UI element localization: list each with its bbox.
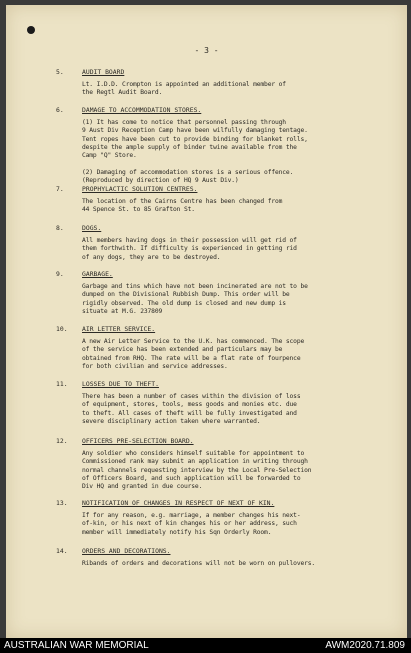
footer-institution: AUSTRALIAN WAR MEMORIAL [4,640,149,651]
section-text-line: (2) Damaging of accommodation stores is a serious offence. [82,168,294,176]
section-text-line: of-kin, or his next of kin changes his or her address, such [82,520,297,528]
section-text-line: Div HQ and granted in due course. [82,483,203,491]
section-text-line: 9 Aust Div Reception Camp have been wilfully damaging tentage. [82,127,308,135]
section-heading: AIR LETTER SERVICE. [82,325,156,333]
section-heading: AUDIT BOARD [82,68,125,76]
section-heading: DOGS. [82,224,102,232]
section-number: 9. [56,270,64,278]
section-heading: GARBAGE. [82,270,113,278]
section-text-line: If for any reason, e.g. marriage, a member changes his next- [82,512,301,519]
section-text-line: to theft. All cases of theft will be fully investigated and [82,409,297,417]
section-heading: PROPHYLACTIC SOLUTION CENTRES. [82,185,198,193]
section-text-line: Garbage and tins which have not been incinerated are not to be [82,283,308,290]
section-number: 12. [56,437,68,445]
section-text-line: despite the ample supply of binder twine available from the [82,143,297,151]
section-text-line: of Officers Board, and such application will be forwarded to [82,474,301,482]
section-number: 13. [56,499,68,507]
section-text-line: of the service has been extended and particulars may be [82,346,283,354]
section-text-line: Camp "Q" Store. [82,152,137,160]
section-text-line: Lt. I.D.D. Crompton is appointed an additional member of [82,81,286,88]
section-text-line: them forthwith. If difficulty is experienced in getting rid [82,245,297,253]
section-number: 5. [56,68,64,76]
section-text-line: Ribands of orders and decorations will not be worn on pullovers. [82,560,316,567]
section-number: 11. [56,380,68,388]
section-text-line: severe disciplinary action taken where warranted. [82,417,261,425]
document-page [6,5,407,638]
section-text-line: for both civilian and service addresses. [82,362,228,370]
page-number: - 3 - [194,46,219,55]
section-number: 8. [56,224,64,232]
section-text-line: of any dogs, they are to be destroyed. [82,253,221,261]
section-text-line: situate at M.G. 237809 [82,307,163,315]
section-number: 10. [56,325,68,333]
footer-accession-number: AWM2020.71.809 [325,640,405,651]
section-text-line: A new Air Letter Service to the U.K. has commenced. The scope [82,338,305,345]
section-text-line: member will immediately notify his Sqn Orderly Room. [82,528,272,536]
section-text-line: Tent ropes have been cut to provide binding for blanket rolls, [82,135,308,143]
section-text-line: dumped on the Divisional Rubbish Dump. This order will be [82,291,290,299]
section-heading: NOTIFICATION OF CHANGES IN RESPECT OF NEXT OF KIN. [82,499,275,507]
section-heading: ORDERS AND DECORATIONS. [82,547,171,555]
section-heading: OFFICERS PRE-SELECTION BOARD. [82,437,194,445]
section-number: 7. [56,185,64,193]
section-heading: DAMAGE TO ACCOMMODATION STORES. [82,106,202,114]
section-text-line: (Reproduced by direction of HQ 9 Aust Div.) [82,177,239,185]
section-text-line: the Regtl Audit Board. [82,89,163,97]
section-text-line: (1) It has come to notice that personnel passing through [82,119,286,126]
section-text-line: All members having dogs in their possession will get rid of [82,237,297,244]
footer-bar [0,638,411,653]
section-text-line: rigidly observed. The old dump is closed and new dump is [82,299,286,307]
section-text-line: 44 Spence St. to 85 Grafton St. [82,206,195,214]
section-number: 14. [56,547,68,555]
section-text-line: normal channels requesting interview by the Local Pre-Selection [82,466,312,474]
section-text-line: There has been a number of cases within the division of loss [82,393,301,400]
section-text-line: obtained from RHQ. The rate will be a flat rate of fourpence [82,354,301,362]
section-text-line: Any soldier who considers himself suitable for appointment to [82,450,305,457]
section-text-line: of equipment, stores, tools, mess goods and monies etc. due [82,401,297,409]
section-number: 6. [56,106,64,114]
section-heading: LOSSES DUE TO THEFT. [82,380,159,388]
punch-hole [27,26,35,34]
section-text-line: Commissioned rank may submit an application in writing through [82,458,308,466]
section-text-line: The location of the Cairns Centre has been changed from [82,198,283,205]
